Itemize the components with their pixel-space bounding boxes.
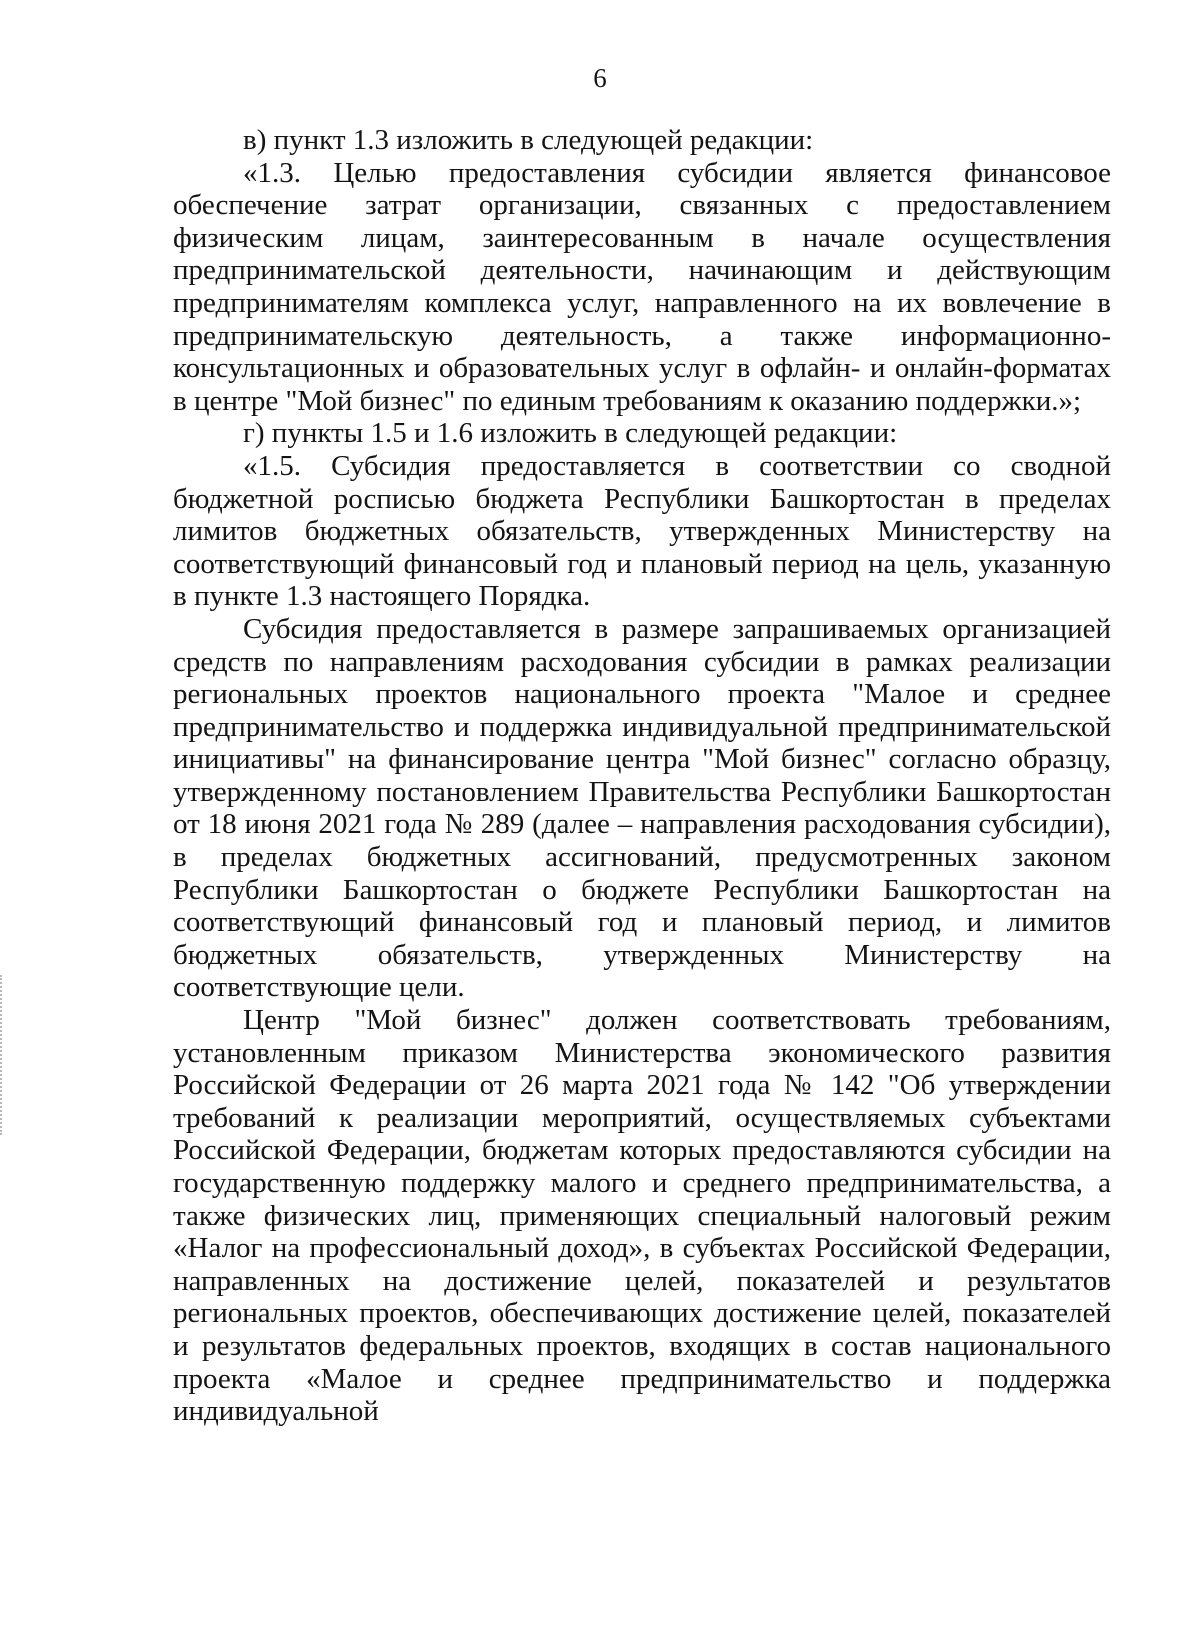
page-number: 6 (593, 63, 607, 93)
paragraph-subsidy-amount: Субсидия предоставляется в размере запрашиваемых организацией средств по направлениям расходования субсидии в рамках реализации региональных проектов национального проекта "Малое и среднее предпринимательство и поддержка индивидуальной предпринимательской инициативы" на финансирование центра "Мой бизнес" согласно образцу, утвержденному постановлением Правительства Республики Башкортостан от 18 июня 2021 года № 289 (далее – направления расходования субсидии), в пределах бюджетных ассигнований, предусмотренных законом Республики Башкортостан о бюджете Республики Башкортостан на соответствующий финансовый год и плановый период, и лимитов бюджетных обязательств, утвержденных Министерству на соответствующие цели. (173, 612, 1111, 1004)
paragraph-item-v: в) пункт 1.3 изложить в следующей редакции: (243, 124, 814, 156)
paragraph-item-g: г) пункты 1.5 и 1.6 изложить в следующей редакции: (243, 417, 898, 450)
document-body (173, 124, 1111, 1428)
paragraph-center-requirements: Центр "Мой бизнес" должен соответствовать требованиям, установленным приказом Министерства экономического развития Российской Федерации от 26 марта 2021 года № 142 "Об утверждении требований к реализации мероприятий, осуществляемых субъектами Российской Федерации, бюджетам которых предоставляются субсидии на государственную поддержку малого и среднего предпринимательства, а также физических лиц, применяющих специальный налоговый режим «Налог на профессиональный доход», в субъектах Российской Федерации, направленных на достижение целей, показателей и результатов региональных проектов, обеспечивающих достижение целей, показателей и результатов федеральных проектов, входящих в состав национального проекта «Малое и среднее предпринимательство и поддержка индивидуальной (173, 1004, 1111, 1428)
paragraph-clause-1-3: «1.3. Целью предоставления субсидии является финансовое обеспечение затрат организации, связанных с предоставлением физическим лицам, заинтересованным в начале осуществления предпринимательской деятельности, начинающим и действующим предпринимателям комплекса услуг, направленного на их вовлечение в предпринимательскую деятельность, а также информационно-консультационных и образовательных услуг в офлайн- и онлайн-форматах в центре "Мой бизнес" по единым требованиям к оказанию поддержки.»; (173, 156, 1111, 417)
scan-edge-mark (0, 975, 5, 1135)
paragraph-clause-1-5: «1.5. Субсидия предоставляется в соответствии со сводной бюджетной росписью бюджета Республики Башкортостан в пределах лимитов бюджетных обязательств, утвержденных Министерству на соответствующий финансовый год и плановый период на цель, указанную в пункте 1.3 настоящего Порядка. (173, 449, 1111, 613)
